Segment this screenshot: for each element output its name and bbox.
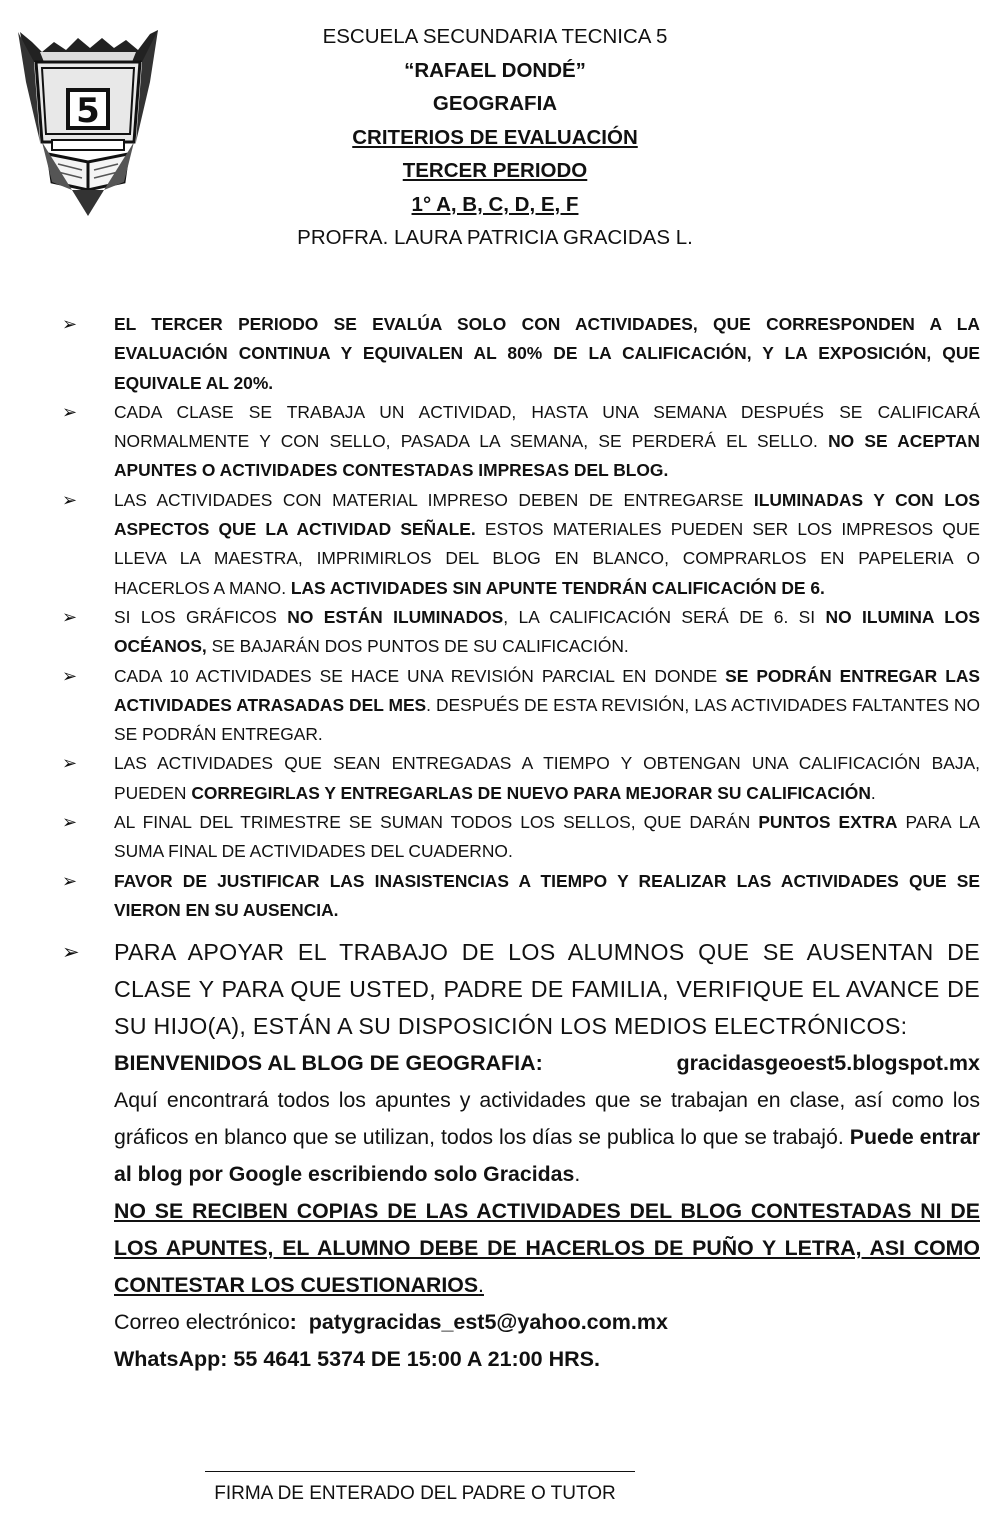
teacher: PROFRA. LAURA PATRICIA GRACIDAS L. (297, 226, 693, 249)
arrow-bullet-icon: ➢ (62, 401, 78, 422)
list-item: ➢ LAS ACTIVIDADES QUE SEAN ENTREGADAS A TIEMPO Y OBTENGAN UNA CALIFICACIÓN BAJA, PUEDEN CORREGIRLAS Y ENTREGARLAS DE NUEVO PARA MEJORAR SU CALIFICACIÓN. (62, 749, 980, 808)
document-header (160, 20, 830, 255)
subject: GEOGRAFIA (432, 92, 558, 115)
blog-url-link[interactable]: gracidasgeoest5.blogspot.mx (676, 1051, 980, 1075)
blog-warning: NO SE RECIBEN COPIAS DE LAS ACTIVIDADES DEL BLOG CONTESTADAS NI DE LOS APUNTES, EL ALUMNO DEBE DE HACERLOS DE PUÑO Y LETRA, ASI COMO CONTESTAR LOS CUESTIONARIOS. (114, 1199, 980, 1297)
blog-section (62, 934, 980, 1378)
crest-number: 5 (76, 91, 100, 131)
school-line: ESCUELA SECUNDARIA TECNICA 5 (322, 25, 668, 48)
email-row: Correo electrónico: patygracidas_est5@yahoo.com.mx (114, 1310, 668, 1334)
groups: 1° A, B, C, D, E, F (411, 192, 579, 216)
whatsapp-row: WhatsApp: 55 4641 5374 DE 15:00 A 21:00 HRS. (114, 1347, 600, 1371)
list-item: ➢ AL FINAL DEL TRIMESTRE SE SUMAN TODOS LOS SELLOS, QUE DARÁN PUNTOS EXTRA PARA LA SUMA FINAL DE ACTIVIDADES DEL CUADERNO. (62, 808, 980, 867)
arrow-bullet-icon: ➢ (62, 753, 78, 774)
arrow-bullet-icon: ➢ (62, 665, 78, 686)
list-item: ➢ FAVOR DE JUSTIFICAR LAS INASISTENCIAS A TIEMPO Y REALIZAR LAS ACTIVIDADES QUE SE VIERON EN SU AUSENCIA. (62, 867, 980, 926)
arrow-bullet-icon: ➢ (62, 489, 78, 510)
list-item: ➢ LAS ACTIVIDADES CON MATERIAL IMPRESO DEBEN DE ENTREGARSE ILUMINADAS Y CON LOS ASPECTOS QUE LA ACTIVIDAD SEÑALE. ESTOS MATERIALES PUEDEN SER LOS IMPRESOS QUE LLEVA LA MAESTRA, IMPRIMIRLOS DEL BLOG EN BLANCO, COMPRARLOS EN PAPELERIA O HACERLOS A MANO. LAS ACTIVIDADES SIN APUNTE TENDRÁN CALIFICACIÓN DE 6. (62, 486, 980, 603)
signature-line (205, 1471, 635, 1472)
email-link[interactable]: patygracidas_est5@yahoo.com.mx (308, 1310, 668, 1334)
arrow-bullet-icon: ➢ (62, 941, 80, 964)
arrow-bullet-icon: ➢ (62, 870, 78, 891)
period: TERCER PERIODO (402, 159, 588, 182)
arrow-bullet-icon: ➢ (62, 606, 78, 627)
list-item: ➢ CADA 10 ACTIVIDADES SE HACE UNA REVISIÓN PARCIAL EN DONDE SE PODRÁN ENTREGAR LAS ACTIVIDADES ATRASADAS DEL MES. DESPUÉS DE ESTA REVISIÓN, LAS ACTIVIDADES FALTANTES NO SE PODRÁN ENTREGAR. (62, 662, 980, 750)
list-item: ➢ SI LOS GRÁFICOS NO ESTÁN ILUMINADOS, LA CALIFICACIÓN SERÁ DE 6. SI NO ILUMINA LOS OCÉANOS, SE BAJARÁN DOS PUNTOS DE SU CALIFICACIÓN. (62, 603, 980, 662)
blog-title: BIENVENIDOS AL BLOG DE GEOGRAFIA: (114, 1051, 543, 1075)
school-crest-icon (12, 22, 164, 217)
list-item: ➢ EL TERCER PERIODO SE EVALÚA SOLO CON ACTIVIDADES, QUE CORRESPONDEN A LA EVALUACIÓN CONTINUA Y EQUIVALEN AL 80% DE LA CALIFICACIÓN, Y LA EXPOSICIÓN, QUE EQUIVALE AL 20%. (62, 310, 980, 398)
arrow-bullet-icon: ➢ (62, 314, 78, 334)
signature-label: FIRMA DE ENTERADO DEL PADRE O TUTOR (214, 1483, 616, 1504)
arrow-bullet-icon: ➢ (62, 812, 78, 833)
page-title: CRITERIOS DE EVALUACIÓN (352, 125, 638, 149)
school-name: “RAFAEL DONDÉ” (404, 58, 586, 82)
criteria-list (62, 310, 980, 925)
blog-title-row (114, 1045, 980, 1082)
blog-intro: PARA APOYAR EL TRABAJO DE LOS ALUMNOS QUE SE AUSENTAN DE CLASE Y PARA QUE USTED, PADRE DE FAMILIA, VERIFIQUE EL AVANCE DE SU HIJO(A), ESTÁN A SU DISPOSICIÓN LOS MEDIOS ELECTRÓNICOS: (114, 939, 980, 1039)
list-item: ➢ CADA CLASE SE TRABAJA UN ACTIVIDAD, HASTA UNA SEMANA DESPUÉS SE CALIFICARÁ NORMALMENTE Y CON SELLO, PASADA LA SEMANA, SE PERDERÁ EL SELLO. NO SE ACEPTAN APUNTES O ACTIVIDADES CONTESTADAS IMPRESAS DEL BLOG. (62, 398, 980, 486)
blog-description: Aquí encontrará todos los apuntes y actividades que se trabajan en clase, así como los gráficos en blanco que se utilizan, todos los días se publica lo que se trabajó. Puede entrar al blog por Google escribiendo solo Gracidas. (114, 1088, 980, 1186)
